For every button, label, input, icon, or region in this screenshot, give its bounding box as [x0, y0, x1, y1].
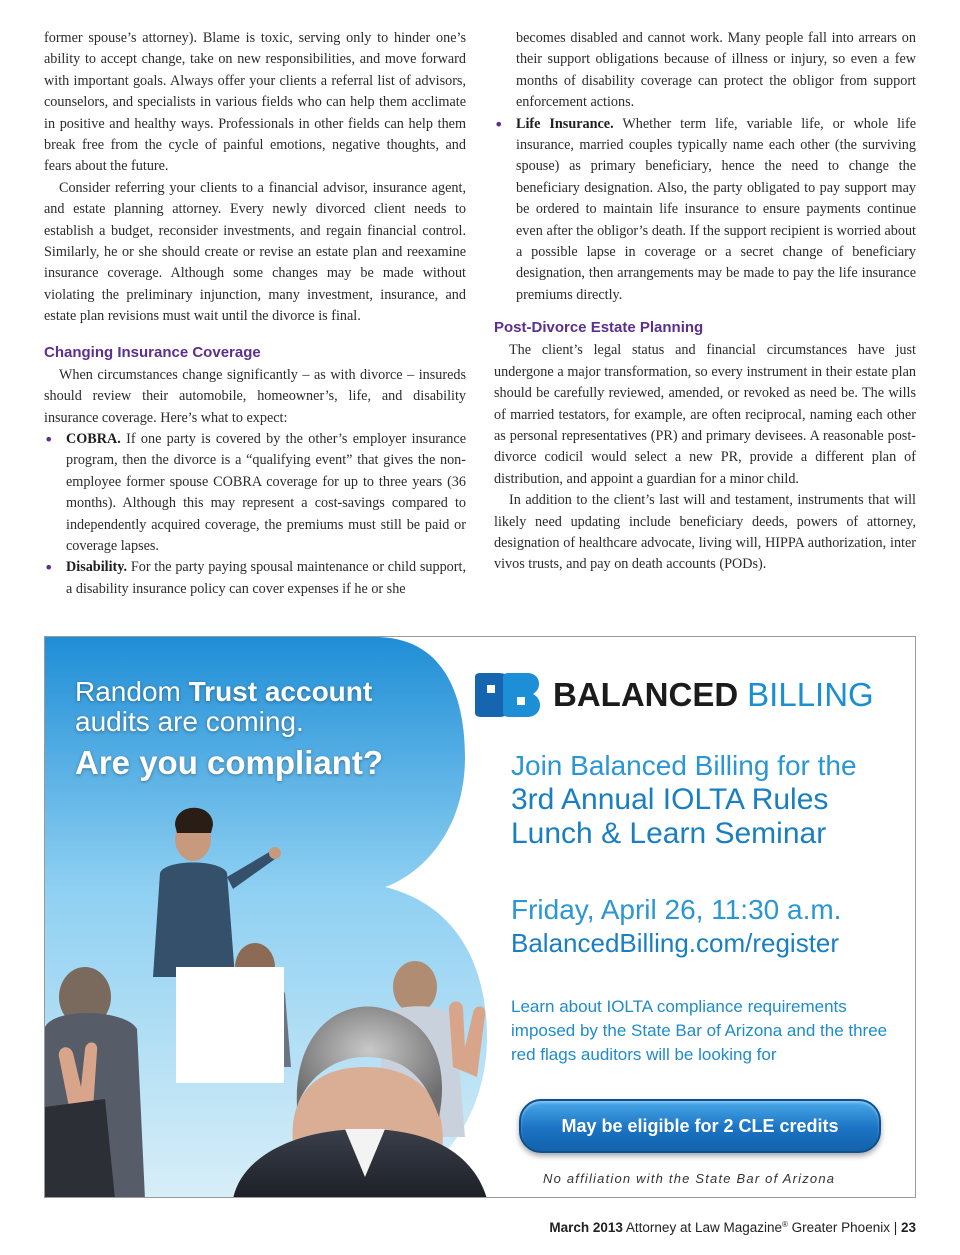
headline-line-1: [75, 677, 383, 707]
logo-word-billing: BILLING: [747, 676, 874, 713]
list-item: [44, 429, 466, 557]
ad-register-link[interactable]: BalancedBilling.com/register: [511, 928, 840, 958]
ad-description: Learn about IOLTA compliance requirements imposed by the State Bar of Arizona and the three red flags auditors will be looking for: [511, 997, 888, 1064]
list-item-text: For the party paying spousal maintenance or child support, a disability insurance policy can cover expenses if he or she: [66, 559, 466, 597]
list-item-term: COBRA.: [66, 430, 121, 447]
list-item-text: Whether term life, variable life, or whole life insurance, married couples typically name each other (the surviving spouse) as primary beneficiary, hence the need to change the beneficiary designation. Also, the party obligated to pay support may be ordered to maintain life insurance to ensure payments continue even after the obligor’s death. If the support recipient is worried about a possible lapse in coverage or a secret change of beneficiary designation, then arrangements may be made to pay the life insurance premiums directly.: [516, 115, 917, 303]
list-item: [494, 114, 916, 307]
headline-trust-account: Trust account: [188, 676, 373, 707]
list-item-continued: [494, 28, 916, 114]
bullet-list: [44, 429, 466, 600]
list-item-text: becomes disabled and cannot work. Many people fall into arrears on their support obligations because of illness or injury, so even a few months of disability coverage can protect the obligor from support enforcement actions.: [516, 30, 916, 111]
advertisement[interactable]: [44, 636, 916, 1198]
body-paragraph: former spouse’s attorney). Blame is toxic, serving only to hinder one’s ability to accept change, take on new responsibilities, and move forward with important goals. Always offer your clients a referral list of advisors, counselors, and specialists in various fields who can help them acclimate in positive and healthy ways. Professionals in other fields can help them break free from the cycle of painful emotions, negative thoughts, and fears about the future.: [44, 30, 466, 175]
body-paragraph: The client’s legal status and financial circumstances have just undergone a major transformation, so every instrument in their estate plan should be carefully reviewed, amended, or revoked as need be. The wills of married testators, for example, are often reciprocal, naming each other as personal representatives (PR) and primary devisees. A reasonable post-divorce codicil would select a new PR, provide a different plan of distribution, and appoint a guardian for a minor child.: [494, 342, 916, 487]
registered-mark: ®: [782, 1220, 788, 1229]
bullet-icon: •: [44, 429, 54, 449]
body-paragraph: Consider referring your clients to a financial advisor, insurance agent, and estate planning attorney. Every newly divorced client needs to establish a budget, reconsider investments, and regain financial control. Similarly, he or she should create or revise an estate plan and reexamine insurance coverage. Although some changes may be made without violating the preliminary injunction, many investment, insurance, and estate plan revisions must wait until the divorce is final.: [44, 179, 466, 325]
list-item-term: Life Insurance.: [516, 115, 614, 132]
bullet-icon: •: [494, 114, 504, 134]
footer-date: March 2013: [549, 1220, 623, 1235]
right-column: [494, 28, 916, 576]
left-column: [44, 28, 466, 600]
body-paragraph: In addition to the client’s last will and testament, instruments that will likely need updating include beneficiary deeds, powers of attorney, designation of healthcare advocate, living will, HIPPA authorization, inter vivos trusts, and pay on death accounts (PODs).: [494, 492, 916, 573]
page-footer: [549, 1220, 916, 1235]
ad-disclaimer: No affiliation with the State Bar of Arizona: [543, 1171, 836, 1186]
headline-line-3: Are you compliant?: [75, 744, 384, 781]
list-item-text: If one party is covered by the other’s employer insurance program, then the divorce is a “qualifying event” that gives the non-employee former spouse COBRA coverage for up to three years (36 months). Although this may represent a cost-savings compared to independently acquired coverage, the premiums must still be paid or coverage lapses.: [66, 430, 466, 554]
ad-join-line: Join Balanced Billing for the: [511, 750, 857, 781]
list-item-term: Disability.: [66, 559, 128, 576]
seminar-line-2: Lunch & Learn Seminar: [511, 817, 827, 850]
balanced-billing-logo: [475, 673, 874, 717]
footer-edition: Greater Phoenix |: [787, 1220, 901, 1235]
bullet-list: [494, 28, 916, 306]
ad-seminar-title: [511, 783, 828, 851]
body-paragraph: When circumstances change significantly – as with divorce – insureds should review their automobile, homeowner’s, life, and disability insurance coverage. Here’s what to expect:: [44, 366, 466, 426]
ad-photo: [45, 637, 487, 1198]
section-heading: Changing Insurance Coverage: [44, 343, 261, 361]
headline-line-2: audits are coming.: [75, 706, 304, 737]
logo-word-balanced: BALANCED: [553, 676, 739, 713]
section-heading: Post-Divorce Estate Planning: [494, 319, 704, 337]
seminar-line-1: 3rd Annual IOLTA Rules: [511, 783, 829, 816]
footer-magazine: Attorney at Law Magazine: [622, 1220, 782, 1235]
ad-event-date: Friday, April 26, 11:30 a.m.: [511, 894, 842, 925]
bb-logo-icon: [475, 673, 543, 717]
page-number: 23: [900, 1220, 916, 1235]
list-item: [44, 557, 466, 600]
ad-headline: [75, 677, 383, 785]
cle-credits-button[interactable]: May be eligible for 2 CLE credits: [519, 1099, 881, 1153]
bullet-icon: •: [44, 558, 54, 578]
headline-random: Random: [75, 676, 189, 707]
